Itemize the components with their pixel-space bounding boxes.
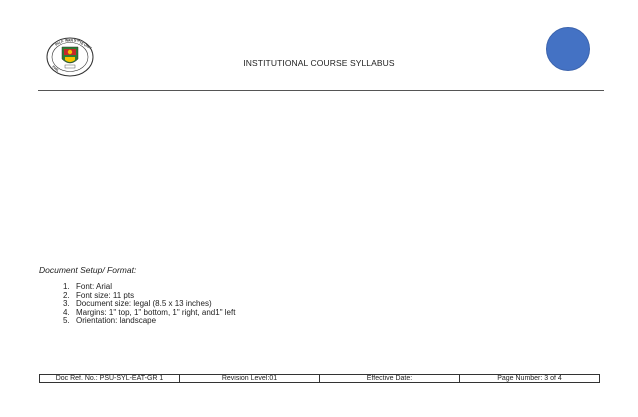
header-divider [38,90,604,91]
document-title: INSTITUTIONAL COURSE SYLLABUS [243,58,395,68]
university-seal-logo [46,37,94,77]
list-text: Orientation: landscape [76,316,157,326]
list-number: 4. [63,307,70,317]
list-text: Font size: 11 pts [76,290,135,300]
list-text: Document size: legal (8.5 x 13 inches) [76,299,212,309]
list-number: 5. [63,316,70,326]
footer-page-number: Page Number: 3 of 4 [497,375,562,382]
list-text: Font: Arial [76,282,113,291]
list-number: 2. [63,290,70,300]
svg-text:WAN STA: WAN STA [65,38,81,43]
setup-list [53,283,235,326]
list-item [53,317,235,326]
footer-revision: Revision Level:01 [180,375,320,382]
svg-text:PALA: PALA [54,38,65,47]
blue-circle-placeholder [546,27,590,71]
list-text: Margins: 1" top, 1" bottom, 1" right, and1" left [76,307,236,317]
setup-heading: Document Setup/ Format: [39,265,137,275]
svg-text:PHIL: PHIL [51,64,60,73]
footer-doc-ref: Doc Ref. No.: PSU-SYL-EAT-GR 1 [40,375,180,382]
list-number: 3. [63,299,70,309]
footer-effective-date: Effective Date: [320,375,460,382]
svg-text:TE UNIV: TE UNIV [78,40,93,51]
list-number: 1. [63,282,70,291]
footer-table [39,374,600,383]
